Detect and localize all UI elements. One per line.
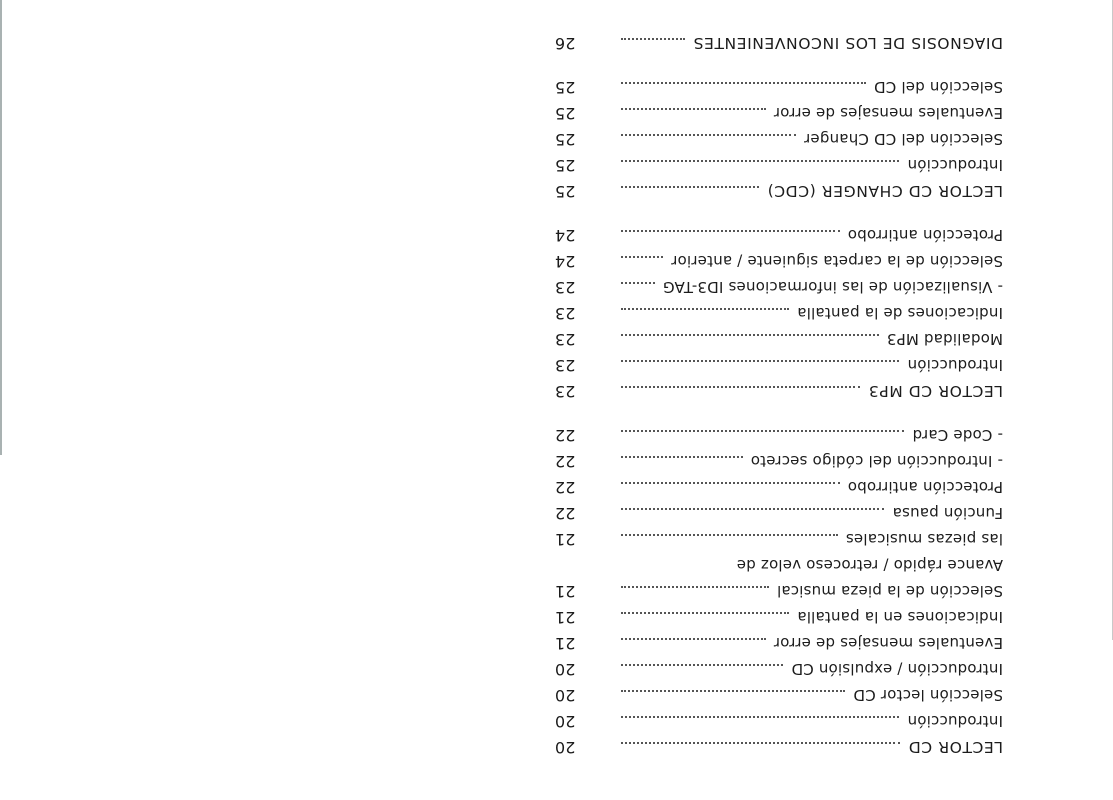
toc-entry [553, 78, 1003, 100]
toc-entry [553, 330, 1003, 352]
toc-page-number: 25 [555, 156, 576, 175]
toc-page-number: 22 [555, 478, 576, 497]
toc-page-number: 25 [555, 182, 576, 201]
toc-entry-label: LECTOR CD CHANGER (CDC) [767, 182, 1003, 200]
toc-entry [553, 252, 1003, 274]
toc-entry [553, 130, 1003, 152]
toc-entry [553, 426, 1003, 448]
toc-page-number: 20 [555, 660, 576, 679]
toc-entry [553, 156, 1003, 178]
toc-page-number: 20 [555, 712, 576, 731]
toc-entry [553, 634, 1003, 656]
toc-dot-leader [621, 534, 838, 536]
toc-dot-leader [621, 716, 899, 718]
toc-entry-label: - Introducción del código secreto [750, 452, 1003, 470]
toc-dot-leader [621, 742, 900, 744]
toc-entry-label: Selección del CD [873, 78, 1003, 96]
toc-entry [553, 452, 1003, 474]
toc-dot-leader [621, 230, 840, 232]
toc-entry-label: Indicaciones de la pantalla [797, 304, 1003, 322]
toc-dot-leader [621, 638, 766, 640]
toc-entry-label: Modalidad MP3 [886, 330, 1003, 348]
toc-entry [553, 304, 1003, 326]
toc-page-number: 23 [555, 330, 576, 349]
toc-entry [553, 530, 1003, 552]
toc-section-heading [553, 34, 1003, 56]
toc-entry-label: Eventuales mensajes de error [773, 634, 1003, 652]
toc-page-number: 21 [555, 530, 576, 549]
toc-entry [553, 608, 1003, 630]
toc-entry [553, 504, 1003, 526]
toc-entry-label: Introducción / expulsión CD [791, 660, 1003, 678]
toc-page-number: 23 [555, 278, 576, 297]
toc-dot-leader [621, 586, 769, 588]
toc-page-number: 24 [555, 252, 576, 271]
toc-entry [553, 556, 1003, 578]
toc-entry-label: Selección lector CD [853, 686, 1003, 704]
toc-dot-leader [621, 664, 783, 666]
toc-entry [553, 226, 1003, 248]
toc-page-number: 22 [555, 452, 576, 471]
toc-entry [553, 278, 1003, 300]
toc-page-number: 21 [555, 608, 576, 627]
toc-page-number: 23 [555, 382, 576, 401]
toc-dot-leader [621, 134, 796, 136]
toc-entry-label: - Visualización de las informaciones ID3-TAG [662, 278, 1003, 296]
toc-dot-leader [621, 456, 743, 458]
toc-dot-leader [621, 612, 789, 614]
toc-dot-leader [621, 256, 663, 258]
toc-page-number: 25 [555, 104, 576, 123]
toc-dot-leader [621, 360, 899, 362]
toc-entry-label: Eventuales mensajes de error [773, 104, 1003, 122]
toc-page-number: 25 [555, 78, 576, 97]
toc-dot-leader [621, 386, 860, 388]
toc-section-heading [553, 382, 1003, 404]
toc-entry-label: Selección del CD Changer [803, 130, 1003, 148]
toc-page-number: 23 [555, 356, 576, 375]
toc-entry-label: Protección antirrobo [847, 478, 1003, 496]
toc-dot-leader [621, 308, 789, 310]
toc-entry [553, 478, 1003, 500]
toc-page-number: 20 [555, 686, 576, 705]
toc-entry [553, 582, 1003, 604]
toc-entry [553, 686, 1003, 708]
toc-dot-leader [621, 690, 845, 692]
toc-entry-label: Protección antirrobo [847, 226, 1003, 244]
toc-entry-label: Introducción [907, 712, 1003, 730]
toc-entry [553, 712, 1003, 734]
toc-dot-leader [621, 160, 899, 162]
toc-entry-label: - Code Card [912, 426, 1003, 444]
toc-dot-leader [621, 186, 759, 188]
toc-dot-leader [621, 482, 840, 484]
toc-entry-label: Indicaciones en la pantalla [797, 608, 1003, 626]
toc-entry-label: LECTOR CD [908, 738, 1003, 756]
toc-page-number: 22 [555, 504, 576, 523]
toc-entry-label: Avance rápido / retroceso veloz de [736, 556, 1003, 574]
toc-page-number: 20 [555, 738, 576, 757]
toc-entry [553, 356, 1003, 378]
toc-entry-label: Introducción [907, 356, 1003, 374]
toc-entry-label: las piezas musicales [845, 530, 1003, 548]
toc-entry-label: Selección de la pieza musical [776, 582, 1003, 600]
toc-dot-leader [621, 38, 685, 40]
toc-dot-leader [621, 282, 655, 284]
toc-page-number: 21 [555, 634, 576, 653]
toc-dot-leader [621, 82, 866, 84]
toc-entry-label: LECTOR CD MP3 [868, 382, 1003, 400]
toc-page-number: 22 [555, 426, 576, 445]
toc-page-number: 23 [555, 304, 576, 323]
toc-entry-label: Función pausa [892, 504, 1003, 522]
toc-entry [553, 104, 1003, 126]
toc-entry-label: Selección de la carpeta siguiente / anterior [670, 252, 1003, 270]
toc-entry-label: Introducción [907, 156, 1003, 174]
toc-dot-leader [621, 508, 884, 510]
toc-entry [553, 660, 1003, 682]
toc-section-heading [553, 738, 1003, 760]
toc-page-number: 25 [555, 130, 576, 149]
toc-dot-leader [621, 108, 766, 110]
toc-page-number: 26 [555, 34, 576, 53]
toc-section-heading [553, 182, 1003, 204]
toc-dot-leader [621, 334, 879, 336]
toc-page-number: 24 [555, 226, 576, 245]
toc-page-number: 21 [555, 582, 576, 601]
toc-dot-leader [621, 430, 904, 432]
toc-entry-label: DIAGNOSIS DE LOS INCONVENIENTES [693, 34, 1003, 52]
